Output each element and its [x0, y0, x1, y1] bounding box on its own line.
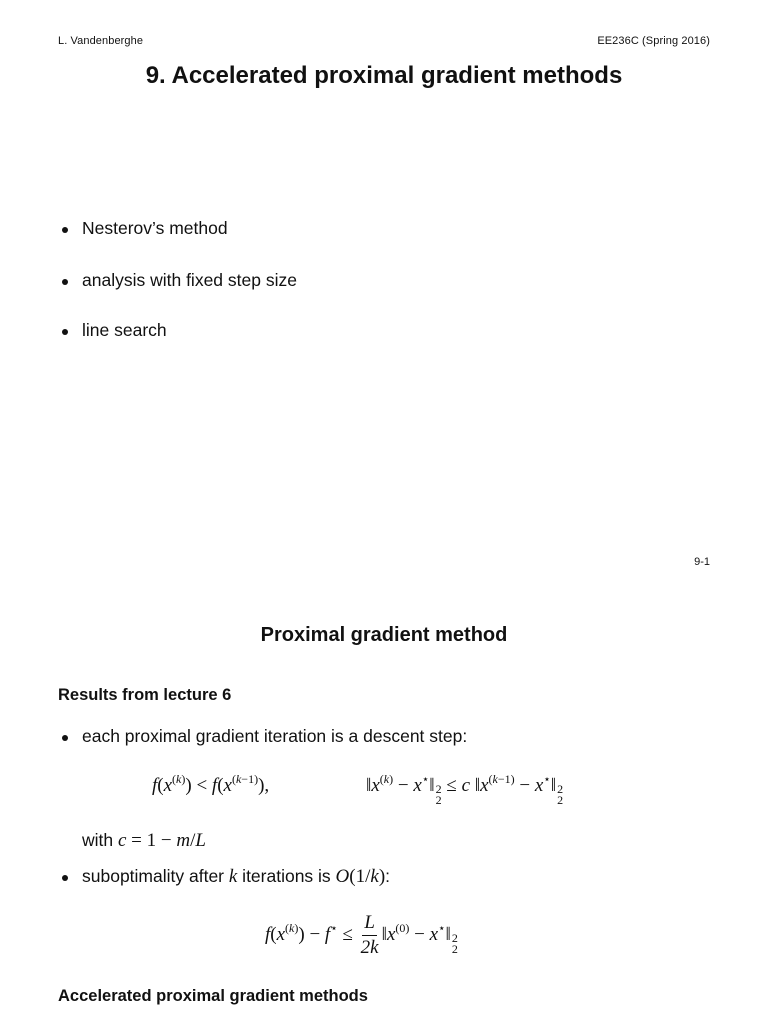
descent-inequality: $f(x^{(k)}) < f(x^{(k-1)})$,: [152, 772, 270, 796]
bullet-dot: [62, 735, 68, 741]
bullet-dot: [62, 329, 68, 335]
bullet-dot: [62, 875, 68, 881]
with-text: with: [82, 830, 118, 850]
section-heading-results: Results from lecture 6: [58, 686, 232, 704]
bullet-text-suffix: :: [385, 866, 391, 886]
bullet-dot: [62, 279, 68, 285]
constant-expression: c = 1 − m/L: [117, 830, 206, 851]
suboptimality-bound: $f(x^{(k)}) - f^⋆$ ≤ $\frac{L}{2k}$ $‖x^{(0)}$ − x⋆‖ 2 2: [265, 912, 458, 958]
math-rate: O(1/k): [335, 866, 386, 887]
bullet-item-3: [62, 320, 167, 341]
bullet-item-1: [62, 218, 228, 239]
contraction-inequality: $‖x^{(k)}$ − x⋆‖ 2 2 ≤ c $‖x^{(k-1)}$ − x⋆‖ 2 2: [366, 772, 564, 807]
bullet-text: each proximal gradient iteration is a descent step:: [82, 726, 468, 746]
slide-title-2: Proximal gradient method: [260, 624, 508, 646]
bullet-descent-step: [62, 726, 467, 747]
author-name: L. Vandenberghe: [58, 35, 144, 47]
bullet-item-2: [62, 270, 297, 291]
slide-title: 9. Accelerated proximal gradient methods: [145, 62, 623, 89]
fraction-L-over-2k: $\frac{L}{2k}$: [360, 912, 379, 958]
bullet-dot: [62, 227, 68, 233]
bullet-suboptimality: [62, 866, 390, 888]
course-label: EE236C (Spring 2016): [597, 35, 710, 47]
bullet-text: [82, 866, 390, 888]
bullet-text: analysis with fixed step size: [82, 270, 297, 290]
bullet-text: Nesterov’s method: [82, 218, 228, 238]
bullet-text: line search: [82, 320, 167, 340]
section-heading-accelerated: Accelerated proximal gradient methods: [58, 987, 368, 1005]
math-k: k: [228, 866, 238, 887]
bullet-text-middle: iterations is: [237, 866, 336, 886]
contraction-constant-line: [82, 830, 206, 852]
page-number: 9-1: [694, 556, 710, 568]
bullet-text-prefix: suboptimality after: [82, 866, 229, 886]
